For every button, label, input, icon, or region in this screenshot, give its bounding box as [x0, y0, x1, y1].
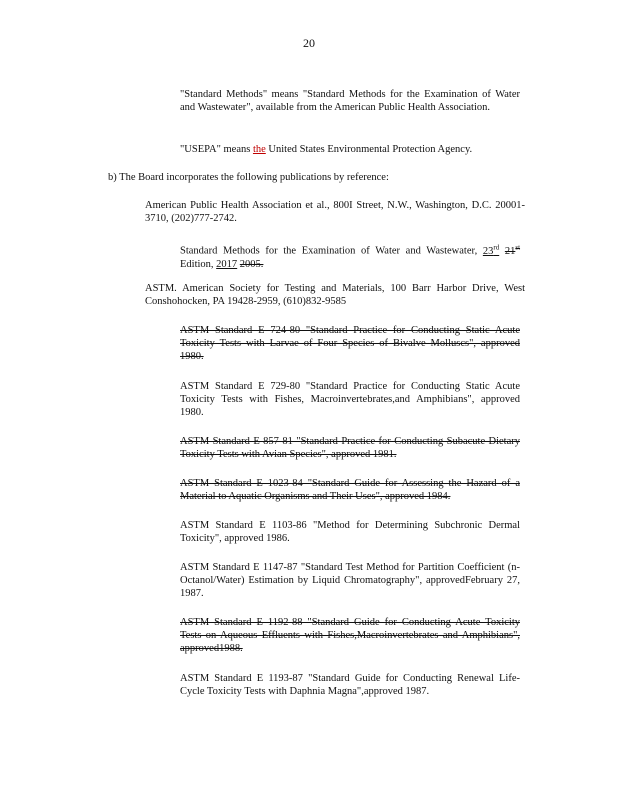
apha-edition-old: 21st — [504, 243, 521, 257]
apha-year-new: 2017 — [216, 258, 238, 270]
astm-entry-e857: ASTM Standard E 857-81 "Standard Practice for Conducting Subacute Dietary Toxicity Tests with Avian Species", approved 1981. — [180, 436, 520, 460]
apha-standard-methods — [180, 241, 520, 271]
astm-entry-e1193: ASTM Standard E 1193-87 "Standard Guide for Conducting Renewal Life-Cycle Toxicity Tests with Daphnia Magna",approved 1987. — [180, 673, 520, 697]
astm-entry-e1192: ASTM Standard E 1192-88 "Standard Guide for Conducting Acute Toxicity Tests on Aqueous Effluents with Fishes,Macroinvertebrates and Amphibians", approved1988. — [180, 617, 520, 654]
astm-entry-e1103: ASTM Standard E 1103-86 "Method for Determining Subchronic Dermal Toxicity", approved 1986. — [180, 520, 520, 544]
astm-entry-e724: ASTM Standard E 724-80 "Standard Practice for Conducting Static Acute Toxicity Tests with Larvae of Four Species of Bivalve Molluscs", approved 1980. — [180, 325, 520, 362]
apha-title: Standard Methods for the Examination of Water and Wastewater, — [180, 245, 478, 257]
definition-standard-methods: "Standard Methods" means "Standard Methods for the Examination of Water and Wastewater", available from the American Public Health Association. — [180, 89, 520, 113]
astm-organization: ASTM. American Society for Testing and Materials, 100 Barr Harbor Drive, West Conshohocken, PA 19428-2959, (610)832-9585 — [145, 283, 525, 307]
usepa-pre: "USEPA" means — [180, 144, 253, 155]
astm-entry-e1023: ASTM Standard E 1023-84 "Standard Guide for Assessing the Hazard of a Material to Aquatic Organisms and Their Uses", approved 1984. — [180, 478, 520, 502]
apha-organization: American Public Health Association et al., 800I Street, N.W., Washington, D.C. 20001-3710, (202)777-2742. — [145, 200, 525, 224]
apha-edition-word: Edition, — [180, 258, 214, 270]
astm-entry-e729: ASTM Standard E 729-80 "Standard Practice for Conducting Static Acute Toxicity Tests with Fishes, Macroinvertebrates,and Amphibians", approved 1980. — [180, 381, 520, 418]
usepa-post: United States Environmental Protection Agency. — [265, 144, 473, 155]
section-b-heading: b) The Board incorporates the following publications by reference: — [108, 172, 389, 183]
apha-edition-new: 23rd — [482, 243, 500, 257]
page-number: 20 — [303, 36, 315, 50]
apha-year-old: 2005. — [239, 258, 264, 270]
astm-entry-e1147: ASTM Standard E 1147-87 "Standard Test Method for Partition Coefficient (n-Octanol/Water) Estimation by Liquid Chromatography", approvedFebruary 27, 1987. — [180, 562, 520, 599]
definition-usepa — [180, 143, 520, 156]
usepa-inserted: the — [252, 144, 266, 155]
